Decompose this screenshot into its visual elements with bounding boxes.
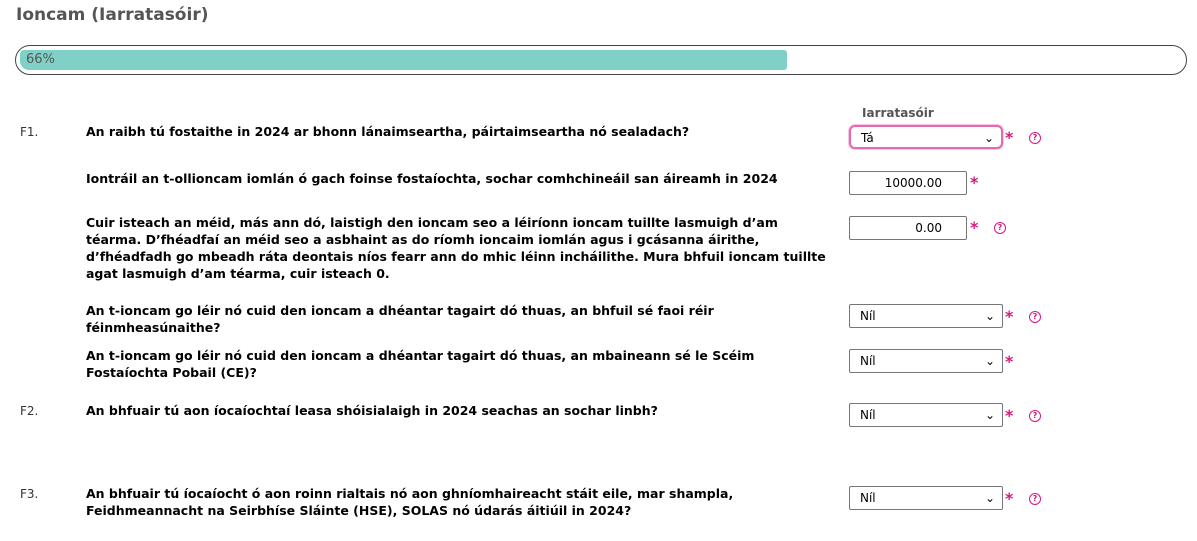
chevron-down-icon: ⌄	[983, 131, 994, 145]
progress-label: 66%	[26, 52, 55, 67]
required-asterisk-icon: *	[1005, 489, 1014, 508]
progress-fill	[20, 50, 787, 70]
question-text: An t-ioncam go léir nó cuid den ioncam a dhéantar tagairt dó thuas, an bhfuil sé faoi réir féinmheasúnaithe?	[86, 303, 714, 335]
help-icon[interactable]: ?	[1029, 132, 1041, 144]
social-welfare-select[interactable]	[849, 403, 1003, 427]
required-asterisk-icon: *	[970, 173, 979, 192]
self-assessment-select[interactable]	[849, 304, 1003, 328]
ce-scheme-select[interactable]	[849, 349, 1003, 373]
required-asterisk-icon: *	[1005, 406, 1014, 425]
help-icon[interactable]: ?	[1029, 493, 1041, 505]
question-text: An t-ioncam go léir nó cuid den ioncam a dhéantar tagairt dó thuas, an mbaineann sé le Scéim Fostaíochta Pobail (CE)?	[86, 348, 755, 380]
chevron-down-icon: ⌄	[984, 309, 995, 323]
chevron-down-icon: ⌄	[984, 491, 995, 505]
select-value: Níl	[860, 491, 876, 505]
required-asterisk-icon: *	[1005, 128, 1014, 147]
page-title: Ioncam (Iarratasóir)	[16, 5, 209, 25]
required-asterisk-icon: *	[970, 218, 979, 237]
question-text: An bhfuair tú aon íocaíochtaí leasa shóisialaigh in 2024 seachas an sochar linbh?	[86, 403, 658, 418]
required-asterisk-icon: *	[1005, 352, 1014, 371]
question-number: F1.	[20, 125, 39, 139]
help-icon[interactable]: ?	[1029, 311, 1041, 323]
help-icon[interactable]: ?	[1029, 410, 1041, 422]
help-icon[interactable]: ?	[994, 222, 1006, 234]
question-text: Cuir isteach an méid, más ann dó, laistigh den ioncam seo a léiríonn ioncam tuillte lasmuigh d’am téarma. D’fhéadfaí an méid seo a asbhaint as do ríomh ioncaim iomlán agus i gcásanna áirithe, d’fhéadfadh go mbeadh ráta deontais níos fearr ann do mhic léinn incháilithe. Mura bhfuil ioncam tuillte agat lasmuigh d’am téarma, cuir isteach 0.	[86, 215, 826, 281]
select-value: Níl	[860, 354, 876, 368]
state-payment-select[interactable]	[849, 486, 1003, 510]
question-number: F3.	[20, 487, 39, 501]
gross-income-input[interactable]: 10000.00	[849, 171, 967, 195]
employed-select[interactable]	[849, 125, 1003, 149]
question-text: An raibh tú fostaithe in 2024 ar bhonn lánaimseartha, páirtaimseartha nó sealadach?	[86, 124, 690, 139]
question-number: F2.	[20, 404, 39, 418]
required-asterisk-icon: *	[1005, 307, 1014, 326]
out-of-term-income-input[interactable]: 0.00	[849, 216, 967, 240]
column-header-applicant: Iarratasóir	[862, 106, 934, 120]
select-value: Tá	[861, 131, 874, 145]
select-value: Níl	[860, 408, 876, 422]
question-text: Iontráil an t-ollioncam iomlán ó gach foinse fostaíochta, sochar comhchineáil san áireamh in 2024	[86, 171, 778, 186]
chevron-down-icon: ⌄	[984, 408, 995, 422]
question-text: An bhfuair tú íocaíocht ó aon roinn rialtais nó aon ghníomhaireacht stáit eile, mar shampla, Feidhmeannacht na Seirbhíse Sláinte (HSE), SOLAS nó údarás áitiúil in 2024?	[86, 486, 734, 518]
chevron-down-icon: ⌄	[984, 354, 995, 368]
select-value: Níl	[860, 309, 876, 323]
progress-bar	[15, 45, 1187, 75]
